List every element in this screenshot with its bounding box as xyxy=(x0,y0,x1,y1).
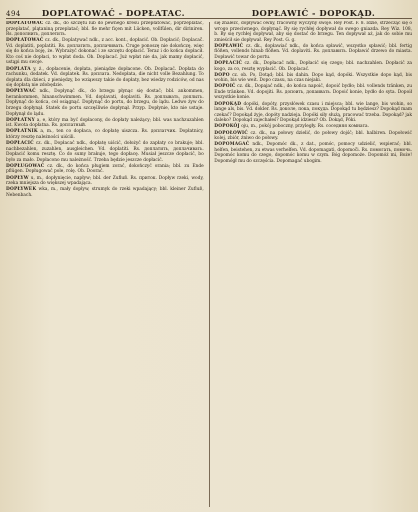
entry-headword: DOPŁYWEK xyxy=(6,187,37,193)
entry-text: cz. dk., Dopłacać ndk., dopłatę uiścić, dołożyć do zapłaty co brakuje; bbl. nachbezahlen, zuzahlen, ausgleichen. Vd. doplatiti. Rs. доплатить, доплачивать. Dopłacić komu resztę. Co do sumy brakuje, tego dopłacę. Musiał jeszcze dopłacić, bo było za mało. Dopłacono mu należność. Trzeba będzie jeszcze dopłacić. xyxy=(6,141,204,163)
entry-text: cz. dk., na połowy dzielić, do połowy dojść; bbl. halbiren. Dopołowić kolej, zbiór, żniwo do połowy. xyxy=(214,130,412,142)
entry-text: cz. dk., do szczętu lub do pewnego kresu przepłatować, poprzeplatać, przeplatać, plątaniną przeplatać; bbl. fie mehr fiçen mit Lücken, vollfülen, dir diriniren. Rs. дополнить, доплетить. xyxy=(6,21,204,38)
entry-text: ndk., Dopomóc dk., z dat., pomóc, pomocy udzielić, wspierać; bbl. helfen, beistehen, zu etwas verhelfen. Vd. dopomagati, dopomoči. Rs. помогать, помочь. Dopomóc komu do czego, dopomóc komu w czym. Bóg dopomoże. Dopomóż mi, Boże! Dopomógł mu do szczęścia. Dopomagać ubogim. xyxy=(214,142,412,164)
right-running-title: DOPŁAWIĆ - DOPOKĄD. xyxy=(251,8,376,18)
entry-headword: DOPŁYW xyxy=(6,175,29,181)
dictionary-entry xyxy=(214,73,412,84)
dictionary-entry xyxy=(214,61,412,72)
left-column xyxy=(6,21,209,511)
right-column xyxy=(209,21,412,511)
entry-headword: DOPOMAGAĆ xyxy=(214,142,250,148)
entry-headword: DOPŁUGOWAĆ xyxy=(6,163,45,169)
entry-headword: DOPŁATNY xyxy=(6,117,35,123)
dictionary-entry xyxy=(6,89,204,117)
entry-headword: DOPŁACIĆ xyxy=(214,61,243,67)
entry-text: a, e, który ma być dopłacony, do dopłaty należący; bbl. was nachzuzahlen ist. Kwota dopłatna. Rs. доплатный. xyxy=(6,117,204,129)
entry-text: cz. dk., Dopłacać ndk., Dopłacić się czego; bbl. nachzahlen. Dopłacić za kogo, za co, resztę wypłacić. Ob. Doplacać. xyxy=(214,61,412,72)
entry-text: oju, m., pokój poboczny, przyległy. Rs. соседняя комната. xyxy=(241,124,369,130)
dictionary-entry xyxy=(6,67,204,89)
entry-text: wka, m., mały dopływ, strumyk do rzeki wpadający; bbl. kleiner Zufluß, Nebenbach. xyxy=(6,187,204,198)
entry-text: się znaleźć, dopływać owny, fracowny wyczyny swoje. Rey Post. F. 8. Idzie, strzecząc się o wrogo przeciwnego, dopłynąć. By się rychłej dopływał do swego gniazda. Rey Wiz. 108, b. By się rychłej dopływał, aby się dostać do brzegu. Ten dopływał aż, jak do sobie mu zmieścił sie dopływał. Rey Post. G. g. xyxy=(214,21,412,43)
dictionary-entry xyxy=(214,131,412,142)
entry-text: y, ż., dopłacenie, dopłata, pieniądze dopłacone. Ob. Doplacać. Dopłata do rachunku, dodatek. Vd. doplatek. Rs. доплата. Nedopłata, die nicht volle Bezahlung. To dopłata dla dzieci, z pieniędzy, bo wziąwszy takie do dopłaty, bez wiedzy rodziców, od nas się dopłatą nie zdobędzie. xyxy=(6,66,204,89)
text-columns xyxy=(6,21,412,511)
entry-headword: DOPOIĆ xyxy=(214,84,236,90)
entry-headword: DOPOKĄD xyxy=(214,101,242,107)
entry-text: cz. dk., do końca pługiem zorać, dokończyć orania; bbl. zu Ende pflügen. Dopługować pole, rolę. Ob. Doorać. xyxy=(6,163,204,175)
dictionary-entry xyxy=(214,124,412,130)
dictionary-entry xyxy=(6,176,204,187)
entry-headword: DOPO xyxy=(214,72,230,78)
entry-text: dopóki, dopóty, przysłówek czasu i miejsca; bbl. wie lange, bis wohin, so lange als, bis. Vd. dokler. Rs. доколе, пока, покуда. Dopokąd tu będziesz? Dopokąd mam czekać? Dopokąd żyje, dopóty nadzieja. Dopóki siły służą, pracować trzeba. Dopokąd? jak daleko? Dopokąd zajechałeś? Dopokąd idziesz? Ob. Dokąd, Póki. xyxy=(214,101,412,124)
entry-headword: DOPŁACIĆ xyxy=(6,141,34,147)
entry-text: cz. dk., dopławiać ndk., do końca spławić, wszystko spławić; bbl. fertig flößen, vollends hinab flößen. Vd. doplaviti. Rs. доплавить. Dopławić drzewo do miasta. Dopławić towar do portu. xyxy=(214,43,412,60)
dictionary-entry xyxy=(214,142,412,164)
entry-text: u, m., dopłynięcie, napływ; bbl. der Zufluß. Rs. приток. Dopływ rzeki, wody, rzeka mniejsza do większej wpadająca. xyxy=(6,175,204,187)
entry-headword: DOPŁATNIK xyxy=(6,129,38,135)
entry-headword: DOPŁAWIĆ xyxy=(214,43,244,49)
entry-headword: DOPŁYWAĆ xyxy=(6,89,36,95)
dictionary-entry xyxy=(6,164,204,175)
dictionary-entry xyxy=(214,84,412,101)
entry-text: cz. dk., Dopajać ndk., do końca napoić, dopoić bydło; bbl. vollends tränken, zu Ende tränken. Vd. dopojiti. Rs. допоить, допаивать. Dopoić konie, bydło do syta. Dopoił wszystkie konie. xyxy=(214,84,412,101)
running-header xyxy=(6,4,412,19)
entry-headword: DOPŁATOWAĆ xyxy=(6,38,44,44)
dictionary-entry xyxy=(6,38,204,66)
entry-text: cz. ob. Po, Dotąd; bbl. bis dahin. Dopo kąd, dopóki. Wszystkie dopo kąd, bis wohin, bis wie weit. Dopo czasu, na czas niejaki. xyxy=(214,72,412,84)
dictionary-entry xyxy=(6,141,204,163)
dictionary-entry xyxy=(214,21,412,43)
entry-text: a, m., ten co dopłaca, co dopłatę uiszcza. Rs. доплатчик. Dopłatnicy, którzy resztę należności uiścili. xyxy=(6,129,204,140)
entry-headword: DOPŁATOWAĆ xyxy=(6,21,44,26)
dictionary-entry xyxy=(6,118,204,129)
left-running-title: DOPLATOWAĆ - DOPŁATAC. xyxy=(41,8,186,18)
dictionary-entry xyxy=(6,187,204,198)
dictionary-entry xyxy=(6,21,204,38)
dictionary-entry xyxy=(214,44,412,61)
entry-headword: DOPOŁOWIĆ xyxy=(214,130,248,136)
entry-text: cz. dk., Doplatywać ndk., z acc. kont., dopłacić. Ob. Dopłacić; Doplacač. Vd. doplatiti, poplatiti. Rs. доплатить, доплачивать. Cruge ponoszę nie dokończę, więc się do końca boję, że. Wybrażyć dokonać i ze szczętu dopłacić. Teraz i do końca dopłacił. Kto coś nie dopłaci, to wpłat doda. Ob. Doplacać. Już wpłat nie da, jak mamy dopłacić, ustąpi mu swoje. xyxy=(6,38,204,66)
right-header xyxy=(209,8,412,18)
entry-text: ndk., Dopłynąć dk., do brzegu płynąc się dostać; bbl. ankommen, herankommen, hinanschwimmen. Vd. doplavati, doplaviti. Rs. доплывать, доплыть. Dopłynąć do końca, cel osiągnąć. Dopłynąć do portu, do brzegu, do lądu. Ledwo żyw do brzegu dopłynął. Statek do portu szczęśliwie dopłynął. Przyp. Dopłynie, kto nie ustaje. Dopłynął do lądu. xyxy=(6,89,204,117)
left-header xyxy=(6,8,209,18)
entry-headword: DOPLATA xyxy=(6,66,31,72)
dictionary-entry xyxy=(214,102,412,124)
entry-headword: DOPOKÓJ xyxy=(214,124,240,130)
dictionary-entry xyxy=(6,129,204,140)
page-number: 494 xyxy=(6,10,21,18)
